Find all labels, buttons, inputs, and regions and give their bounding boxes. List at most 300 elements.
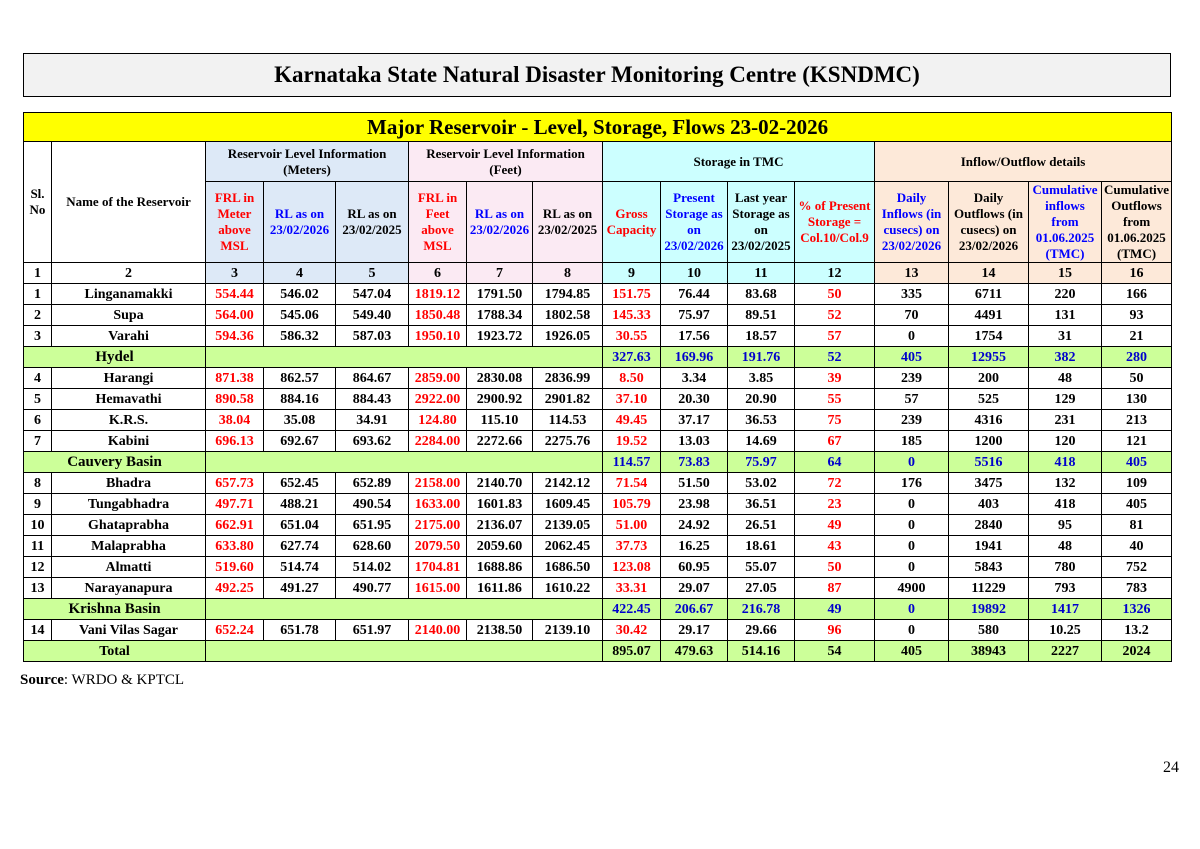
cell-name: Tungabhadra [52,494,206,515]
cell-pct: 57 [795,326,875,347]
column-number-row [24,263,1172,284]
cell-frl_m: 519.60 [206,557,264,578]
cell-last: 216.78 [728,599,795,620]
cell-frl_m: 652.24 [206,620,264,641]
header-rl-m-2026: RL as on 23/02/2026 [264,182,336,263]
cell-pct: 23 [795,494,875,515]
cell-in: 0 [875,452,949,473]
column-number: 13 [875,263,949,284]
cell-rl_f1: 2900.92 [467,389,533,410]
cell-in: 4900 [875,578,949,599]
cell-rl_m1: 651.78 [264,620,336,641]
cell-rl_m2: 884.43 [336,389,409,410]
cell-cin: 220 [1029,284,1102,305]
cell-no: 10 [24,515,52,536]
cell-last: 36.53 [728,410,795,431]
cell-rl_f1: 115.10 [467,410,533,431]
cell-pct: 67 [795,431,875,452]
cell-rl_f2: 1794.85 [533,284,603,305]
blank-cell [206,347,603,368]
cell-gross: 422.45 [603,599,661,620]
cell-last: 18.57 [728,326,795,347]
cell-in: 176 [875,473,949,494]
cell-rl_f1: 1791.50 [467,284,533,305]
cell-present: 37.17 [661,410,728,431]
cell-rl_f2: 2139.10 [533,620,603,641]
cell-pct: 50 [795,557,875,578]
cell-present: 60.95 [661,557,728,578]
cell-last: 89.51 [728,305,795,326]
cell-name: Narayanapura [52,578,206,599]
header-present: Present Storage as on 23/02/2026 [661,182,728,263]
cell-cin: 231 [1029,410,1102,431]
cell-in: 0 [875,494,949,515]
cell-cin: 780 [1029,557,1102,578]
cell-cin: 793 [1029,578,1102,599]
table-row [24,326,1172,347]
cell-last: 55.07 [728,557,795,578]
cell-gross: 71.54 [603,473,661,494]
table-row [24,494,1172,515]
cell-no: 12 [24,557,52,578]
total-row [24,641,1172,662]
cell-rl_m2: 651.95 [336,515,409,536]
cell-in: 57 [875,389,949,410]
column-number: 1 [24,263,52,284]
cell-in: 0 [875,557,949,578]
cell-cout: 166 [1102,284,1172,305]
cell-out: 403 [949,494,1029,515]
cell-out: 1754 [949,326,1029,347]
cell-last: 514.16 [728,641,795,662]
cell-rl_m2: 490.77 [336,578,409,599]
cell-in: 335 [875,284,949,305]
cell-rl_m1: 884.16 [264,389,336,410]
cell-pct: 55 [795,389,875,410]
cell-rl_m1: 652.45 [264,473,336,494]
cell-in: 239 [875,368,949,389]
cell-present: 29.17 [661,620,728,641]
cell-present: 73.83 [661,452,728,473]
cell-rl_f2: 114.53 [533,410,603,431]
cell-frl_ft: 2140.00 [409,620,467,641]
cell-out: 5516 [949,452,1029,473]
cell-cin: 48 [1029,536,1102,557]
cell-name: K.R.S. [52,410,206,431]
cell-cout: 752 [1102,557,1172,578]
cell-rl_f1: 1923.72 [467,326,533,347]
cell-out: 12955 [949,347,1029,368]
cell-frl_m: 564.00 [206,305,264,326]
cell-name: Vani Vilas Sagar [52,620,206,641]
table-row [24,536,1172,557]
header-frl-ft: FRL in Feet above MSL [409,182,467,263]
cell-rl_m2: 514.02 [336,557,409,578]
source-text: : WRDO & KPTCL [63,672,185,688]
table-row [24,557,1172,578]
cell-frl_ft: 1704.81 [409,557,467,578]
column-number: 3 [206,263,264,284]
cell-pct: 43 [795,536,875,557]
cell-gross: 37.10 [603,389,661,410]
cell-pct: 72 [795,473,875,494]
cell-rl_m1: 491.27 [264,578,336,599]
reservoir-table [23,112,1172,662]
cell-frl_m: 38.04 [206,410,264,431]
header-rl-ft-2025: RL as on 23/02/2025 [533,182,603,263]
column-number: 11 [728,263,795,284]
cell-last: 18.61 [728,536,795,557]
row-label: Total [24,641,206,662]
cell-pct: 64 [795,452,875,473]
cell-rl_m1: 546.02 [264,284,336,305]
cell-rl_m1: 651.04 [264,515,336,536]
cell-out: 580 [949,620,1029,641]
cell-rl_f2: 2142.12 [533,473,603,494]
cell-name: Almatti [52,557,206,578]
cell-frl_m: 497.71 [206,494,264,515]
cell-rl_f2: 1802.58 [533,305,603,326]
cell-pct: 96 [795,620,875,641]
cell-no: 3 [24,326,52,347]
cell-name: Harangi [52,368,206,389]
column-number: 14 [949,263,1029,284]
cell-frl_m: 633.80 [206,536,264,557]
cell-out: 200 [949,368,1029,389]
cell-gross: 151.75 [603,284,661,305]
column-number: 6 [409,263,467,284]
header-pct: % of Present Storage = Col.10/Col.9 [795,182,875,263]
cell-in: 0 [875,536,949,557]
cell-in: 0 [875,620,949,641]
cell-in: 405 [875,641,949,662]
cell-no: 2 [24,305,52,326]
column-number: 4 [264,263,336,284]
cell-pct: 52 [795,305,875,326]
cell-no: 6 [24,410,52,431]
group-storage: Storage in TMC [603,142,875,182]
cell-cin: 382 [1029,347,1102,368]
column-number: 8 [533,263,603,284]
basin-row [24,347,1172,368]
blank-cell [206,452,603,473]
table-row [24,473,1172,494]
cell-cin: 418 [1029,494,1102,515]
cell-frl_ft: 2859.00 [409,368,467,389]
column-number: 7 [467,263,533,284]
cell-gross: 30.42 [603,620,661,641]
cell-cin: 48 [1029,368,1102,389]
cell-cout: 213 [1102,410,1172,431]
source-label: Source [20,672,64,688]
cell-cout: 109 [1102,473,1172,494]
header-outflow: Daily Outflows (in cusecs) on 23/02/2026 [949,182,1029,263]
blank-cell [206,641,603,662]
cell-cout: 783 [1102,578,1172,599]
table-row [24,515,1172,536]
cell-frl_ft: 124.80 [409,410,467,431]
cell-cin: 418 [1029,452,1102,473]
cell-present: 76.44 [661,284,728,305]
cell-cin: 2227 [1029,641,1102,662]
cell-cin: 129 [1029,389,1102,410]
basin-row [24,599,1172,620]
cell-rl_f2: 1609.45 [533,494,603,515]
cell-last: 53.02 [728,473,795,494]
cell-out: 11229 [949,578,1029,599]
cell-frl_m: 554.44 [206,284,264,305]
cell-in: 239 [875,410,949,431]
cell-rl_f1: 2272.66 [467,431,533,452]
cell-out: 19892 [949,599,1029,620]
cell-no: 9 [24,494,52,515]
cell-pct: 49 [795,599,875,620]
cell-frl_m: 492.25 [206,578,264,599]
cell-gross: 49.45 [603,410,661,431]
cell-rl_m2: 693.62 [336,431,409,452]
cell-no: 8 [24,473,52,494]
cell-no: 11 [24,536,52,557]
cell-frl_ft: 1819.12 [409,284,467,305]
cell-rl_f1: 2059.60 [467,536,533,557]
cell-last: 20.90 [728,389,795,410]
cell-rl_m1: 586.32 [264,326,336,347]
cell-rl_m2: 547.04 [336,284,409,305]
cell-frl_ft: 2158.00 [409,473,467,494]
header-rl-ft-2026: RL as on 23/02/2026 [467,182,533,263]
cell-cout: 280 [1102,347,1172,368]
column-number: 2 [52,263,206,284]
cell-rl_f2: 1610.22 [533,578,603,599]
cell-cout: 40 [1102,536,1172,557]
table-row [24,305,1172,326]
cell-no: 1 [24,284,52,305]
cell-pct: 49 [795,515,875,536]
cell-gross: 51.00 [603,515,661,536]
cell-present: 479.63 [661,641,728,662]
cell-in: 0 [875,515,949,536]
cell-out: 5843 [949,557,1029,578]
cell-gross: 8.50 [603,368,661,389]
cell-frl_m: 594.36 [206,326,264,347]
cell-last: 83.68 [728,284,795,305]
cell-no: 13 [24,578,52,599]
cell-frl_ft: 1633.00 [409,494,467,515]
cell-cout: 130 [1102,389,1172,410]
cell-rl_f1: 2138.50 [467,620,533,641]
group-level-meters: Reservoir Level Information (Meters) [206,142,409,182]
cell-gross: 114.57 [603,452,661,473]
cell-rl_m1: 545.06 [264,305,336,326]
header-cum-out: Cumulative Outflows from 01.06.2025 (TMC) [1102,182,1172,263]
cell-in: 185 [875,431,949,452]
cell-cout: 405 [1102,494,1172,515]
cell-last: 26.51 [728,515,795,536]
cell-present: 17.56 [661,326,728,347]
cell-rl_m2: 864.67 [336,368,409,389]
cell-out: 3475 [949,473,1029,494]
cell-in: 405 [875,347,949,368]
cell-frl_m: 696.13 [206,431,264,452]
cell-no: 7 [24,431,52,452]
cell-name: Linganamakki [52,284,206,305]
cell-cout: 81 [1102,515,1172,536]
header-slno: Sl. No [24,142,52,263]
cell-in: 0 [875,599,949,620]
cell-rl_m2: 628.60 [336,536,409,557]
header-rl-m-2025: RL as on 23/02/2025 [336,182,409,263]
cell-out: 1200 [949,431,1029,452]
cell-rl_m1: 862.57 [264,368,336,389]
cell-last: 3.85 [728,368,795,389]
cell-cin: 31 [1029,326,1102,347]
column-number: 10 [661,263,728,284]
header-cum-in: Cumulative inflows from 01.06.2025 (TMC) [1029,182,1102,263]
cell-rl_f1: 1611.86 [467,578,533,599]
cell-out: 525 [949,389,1029,410]
cell-present: 169.96 [661,347,728,368]
cell-name: Malaprabha [52,536,206,557]
cell-cout: 2024 [1102,641,1172,662]
table-row [24,578,1172,599]
cell-out: 1941 [949,536,1029,557]
table-row [24,368,1172,389]
cell-rl_f2: 2901.82 [533,389,603,410]
cell-pct: 39 [795,368,875,389]
cell-rl_f2: 2062.45 [533,536,603,557]
column-number: 16 [1102,263,1172,284]
header-inflow: Daily Inflows (in cusecs) on 23/02/2026 [875,182,949,263]
cell-last: 191.76 [728,347,795,368]
group-level-feet: Reservoir Level Information (Feet) [409,142,603,182]
cell-rl_m1: 514.74 [264,557,336,578]
cell-name: Bhadra [52,473,206,494]
cell-rl_f1: 2136.07 [467,515,533,536]
cell-in: 0 [875,326,949,347]
cell-rl_m2: 549.40 [336,305,409,326]
cell-frl_ft: 1850.48 [409,305,467,326]
table-row [24,431,1172,452]
cell-in: 70 [875,305,949,326]
row-label: Krishna Basin [24,599,206,620]
cell-rl_m1: 35.08 [264,410,336,431]
page-title: Karnataka State Natural Disaster Monitoring Centre (KSNDMC) [23,53,1171,97]
cell-frl_m: 657.73 [206,473,264,494]
cell-no: 5 [24,389,52,410]
table-row [24,389,1172,410]
cell-frl_ft: 2922.00 [409,389,467,410]
cell-cin: 120 [1029,431,1102,452]
cell-rl_f1: 2140.70 [467,473,533,494]
cell-present: 51.50 [661,473,728,494]
cell-present: 23.98 [661,494,728,515]
cell-gross: 145.33 [603,305,661,326]
cell-rl_f2: 1686.50 [533,557,603,578]
cell-gross: 105.79 [603,494,661,515]
cell-name: Ghataprabha [52,515,206,536]
header-gross: Gross Capacity [603,182,661,263]
cell-frl_m: 871.38 [206,368,264,389]
row-label: Cauvery Basin [24,452,206,473]
cell-rl_f2: 1926.05 [533,326,603,347]
cell-out: 2840 [949,515,1029,536]
cell-rl_f1: 1601.83 [467,494,533,515]
cell-no: 4 [24,368,52,389]
cell-pct: 50 [795,284,875,305]
cell-rl_m2: 34.91 [336,410,409,431]
cell-rl_m1: 627.74 [264,536,336,557]
basin-row [24,452,1172,473]
cell-pct: 87 [795,578,875,599]
cell-cout: 1326 [1102,599,1172,620]
table-title-row [24,113,1172,142]
table-row [24,410,1172,431]
cell-pct: 75 [795,410,875,431]
cell-present: 75.97 [661,305,728,326]
cell-last: 14.69 [728,431,795,452]
cell-frl_ft: 2175.00 [409,515,467,536]
cell-rl_m1: 692.67 [264,431,336,452]
column-number: 15 [1029,263,1102,284]
table-title: Major Reservoir - Level, Storage, Flows 23-02-2026 [24,113,1172,142]
cell-rl_m2: 652.89 [336,473,409,494]
cell-cout: 405 [1102,452,1172,473]
cell-last: 27.05 [728,578,795,599]
cell-frl_ft: 1615.00 [409,578,467,599]
cell-cin: 1417 [1029,599,1102,620]
cell-cout: 13.2 [1102,620,1172,641]
cell-name: Kabini [52,431,206,452]
cell-gross: 895.07 [603,641,661,662]
cell-present: 29.07 [661,578,728,599]
cell-cin: 95 [1029,515,1102,536]
cell-rl_m2: 490.54 [336,494,409,515]
column-number: 9 [603,263,661,284]
cell-gross: 37.73 [603,536,661,557]
source-note [20,672,184,689]
cell-cout: 50 [1102,368,1172,389]
cell-present: 206.67 [661,599,728,620]
group-flows: Inflow/Outflow details [875,142,1172,182]
cell-pct: 52 [795,347,875,368]
cell-frl_ft: 1950.10 [409,326,467,347]
cell-gross: 19.52 [603,431,661,452]
header-name: Name of the Reservoir [52,142,206,263]
cell-present: 13.03 [661,431,728,452]
cell-gross: 33.31 [603,578,661,599]
cell-last: 75.97 [728,452,795,473]
cell-out: 4316 [949,410,1029,431]
cell-last: 29.66 [728,620,795,641]
cell-present: 24.92 [661,515,728,536]
cell-gross: 123.08 [603,557,661,578]
cell-rl_f2: 2836.99 [533,368,603,389]
page-number: 24 [1163,759,1179,776]
cell-name: Supa [52,305,206,326]
cell-rl_m2: 587.03 [336,326,409,347]
cell-out: 38943 [949,641,1029,662]
cell-cin: 131 [1029,305,1102,326]
cell-rl_f1: 1688.86 [467,557,533,578]
table-row [24,620,1172,641]
table-row [24,284,1172,305]
blank-cell [206,599,603,620]
group-header-row [24,142,1172,182]
cell-rl_f2: 2275.76 [533,431,603,452]
cell-cout: 93 [1102,305,1172,326]
cell-rl_m2: 651.97 [336,620,409,641]
cell-frl_ft: 2284.00 [409,431,467,452]
